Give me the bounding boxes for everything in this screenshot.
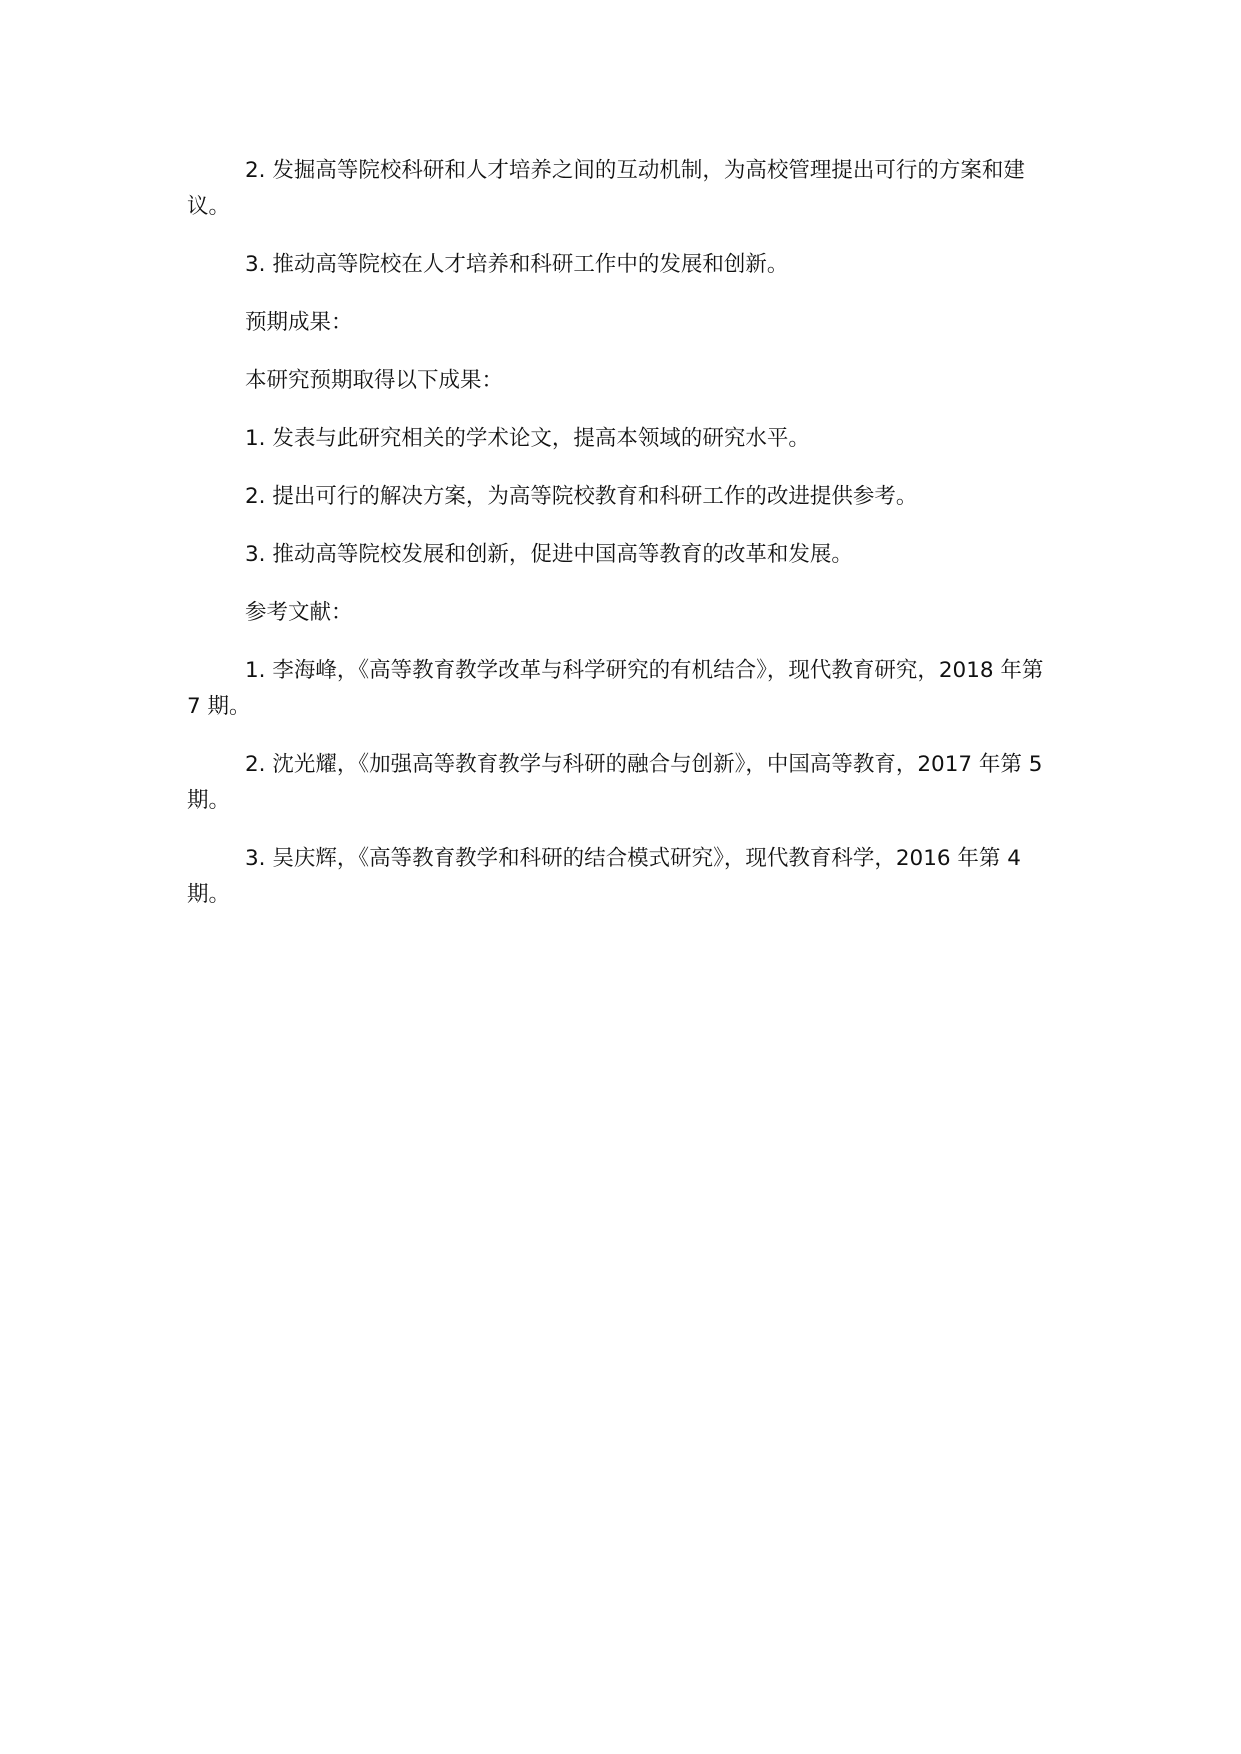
reference-2: 2. 沈光耀，《加强高等教育教学与科研的融合与创新》，中国高等教育，2017 年第 5 期。 [187, 752, 1043, 813]
result-2-paragraph: 2. 提出可行的解决方案，为高等院校教育和科研工作的改进提供参考。 [245, 484, 918, 509]
expected-results-intro: 本研究预期取得以下成果： [245, 368, 504, 393]
reference-3: 3. 吴庆辉，《高等教育教学和科研的结合模式研究》，现代教育科学，2016 年第 4 期。 [187, 846, 1021, 907]
result-3-paragraph: 3. 推动高等院校发展和创新，促进中国高等教育的改革和发展。 [245, 542, 853, 567]
reference-1: 1. 李海峰，《高等教育教学改革与科学研究的有机结合》，现代教育研究，2018 年第 7 期。 [187, 658, 1044, 719]
objective-2-paragraph: 2. 发掘高等院校科研和人才培养之间的互动机制，为高校管理提出可行的方案和建议。 [187, 158, 1025, 219]
objective-3-paragraph: 3. 推动高等院校在人才培养和科研工作中的发展和创新。 [245, 252, 789, 277]
document-body [187, 153, 1057, 935]
result-1-paragraph: 1. 发表与此研究相关的学术论文，提高本领域的研究水平。 [245, 426, 810, 451]
references-heading: 参考文献： [245, 600, 353, 625]
expected-results-heading: 预期成果： [245, 310, 353, 335]
